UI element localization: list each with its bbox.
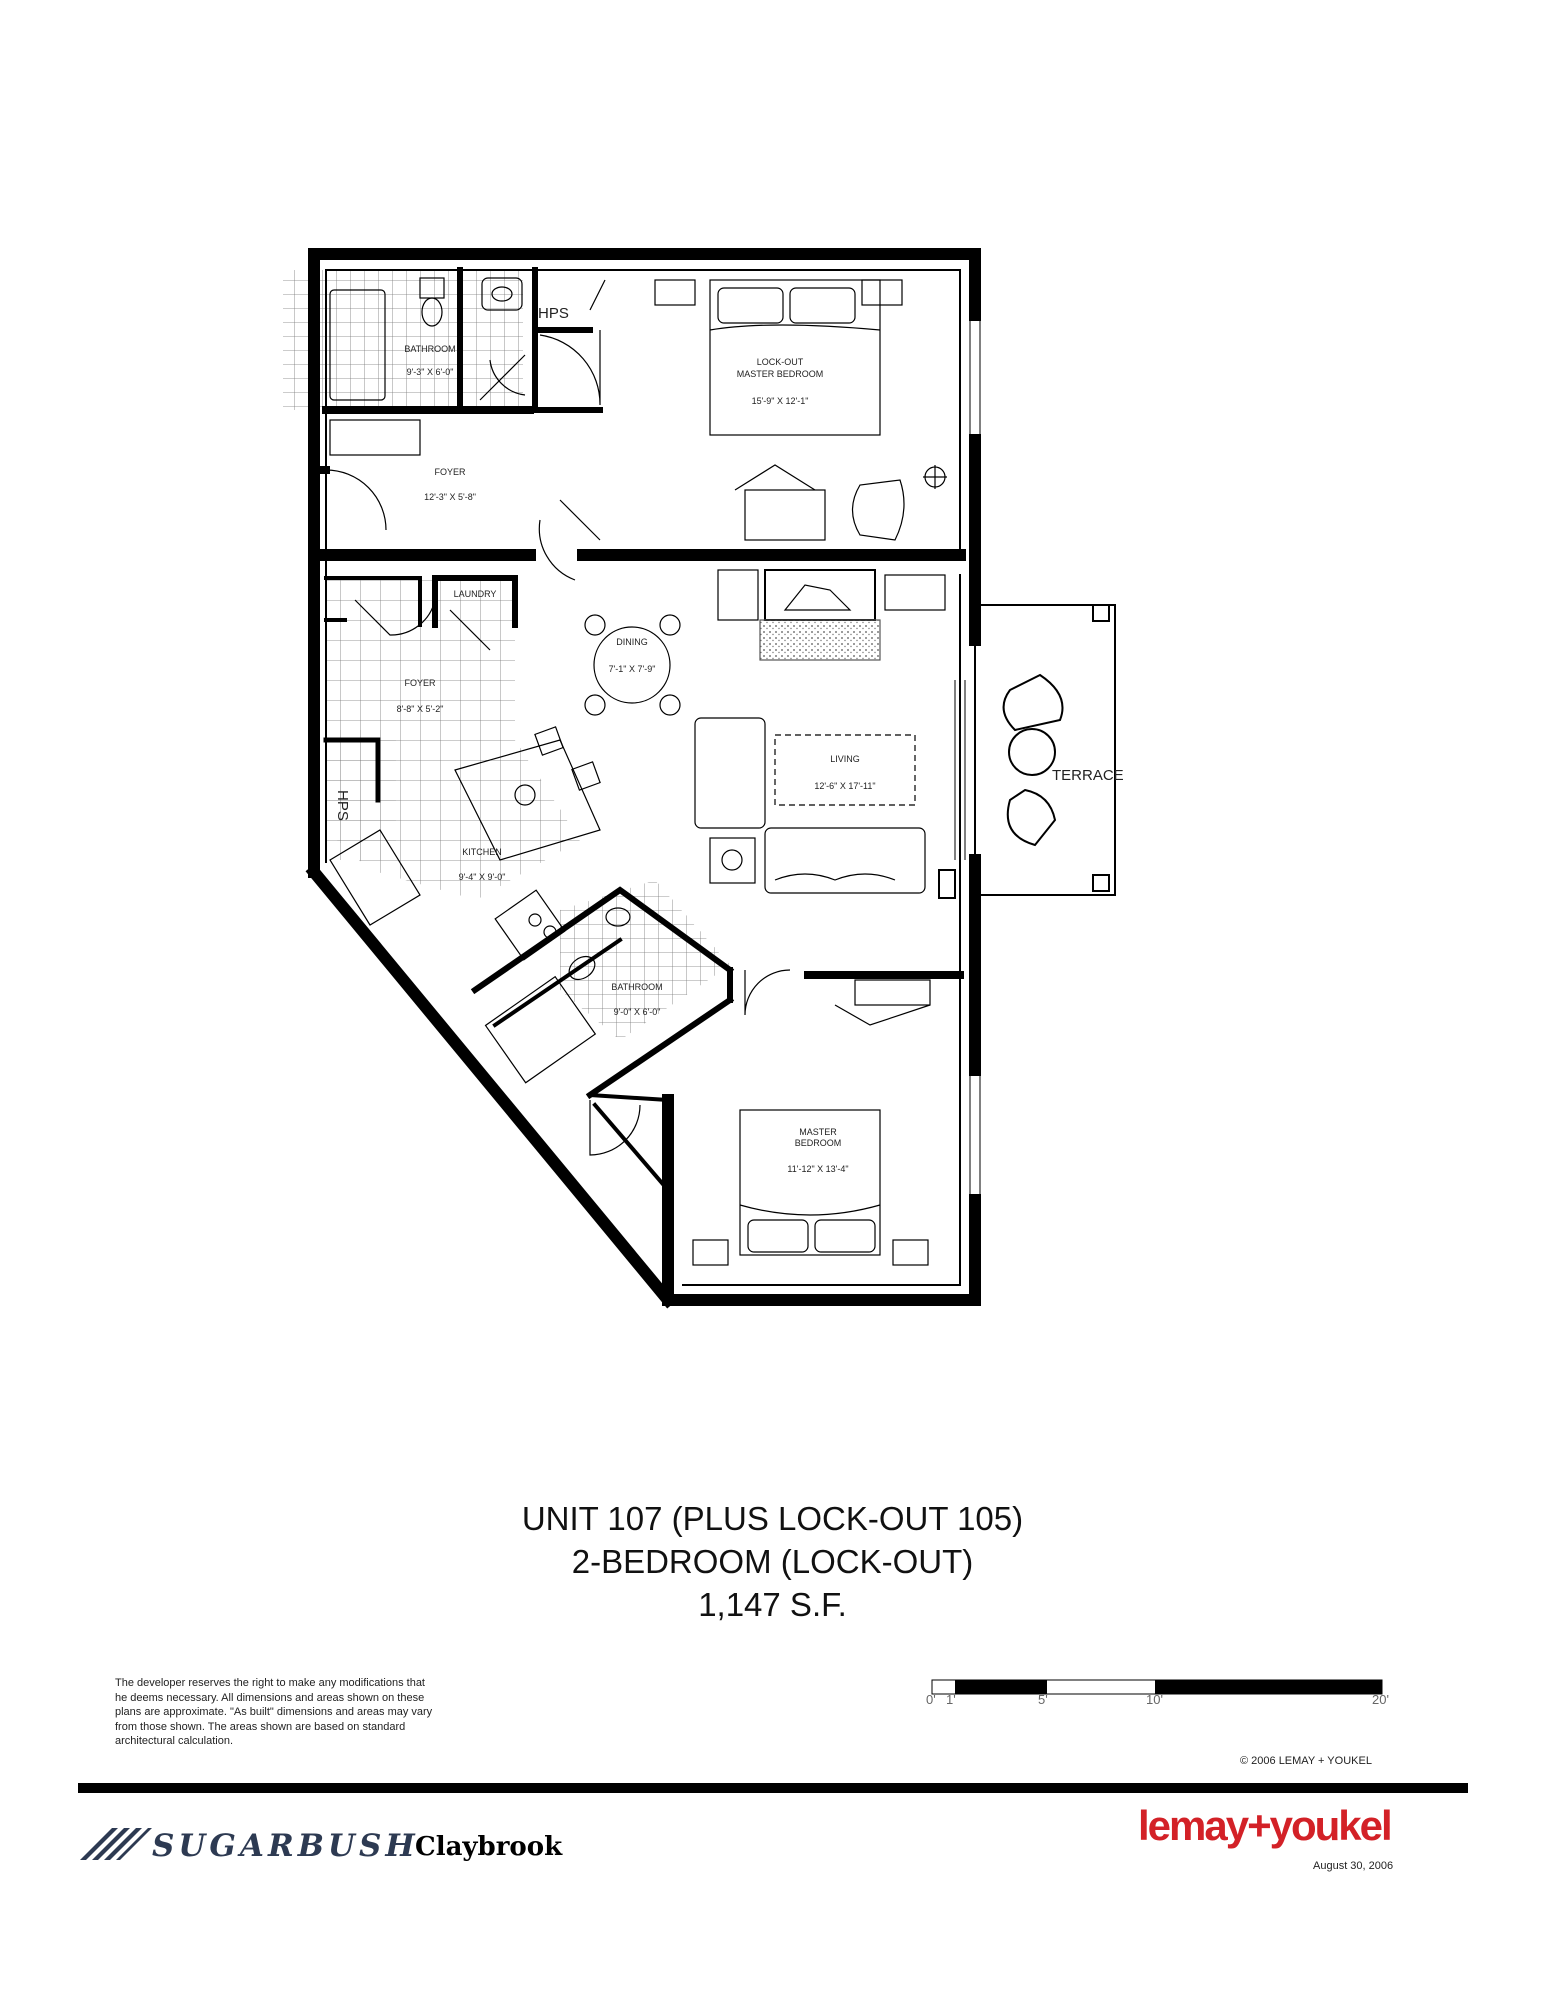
kitchen-dims: 9'-4" X 9'-0": [458, 872, 506, 882]
bathroom-lower-dims: 9'-0" X 6'-0": [613, 1007, 661, 1017]
unit-area: 1,147 S.F.: [698, 1586, 847, 1623]
kitchen-label: KITCHEN: [462, 847, 502, 857]
firm-logo: lemay+youkel: [1138, 1802, 1391, 1849]
dining-label: DINING: [616, 637, 648, 647]
laundry-label: LAUNDRY: [453, 589, 497, 599]
unit-title: UNIT 107 (PLUS LOCK-OUT 105): [521, 1500, 1024, 1537]
brand-wordmark: SUGARBUSH: [152, 1828, 419, 1864]
living-label: LIVING: [830, 754, 860, 764]
foyer-lower-dims: 8'-8" X 5'-2": [396, 704, 444, 714]
unit-type: 2-BEDROOM (LOCK-OUT): [571, 1543, 974, 1580]
disclaimer-text: The developer reserves the right to make any modifications that he deems necessary. All dimensions and areas shown on these plans are approximate. "As built" dimensions and areas may vary from those shown. The areas shown are based on standard architectural calculation.: [115, 1677, 433, 1747]
foyer-lower-label: FOYER: [404, 678, 436, 688]
hps-upper-label: HPS: [538, 305, 569, 322]
bathroom-upper-label: BATHROOM: [404, 344, 456, 354]
footer-rule: [78, 1783, 1468, 1793]
master-bedroom-dims: 11'-12" X 13'-4": [787, 1164, 849, 1174]
project-name: Claybrook: [415, 1832, 563, 1862]
terrace-label: TERRACE: [1052, 767, 1124, 784]
foyer-upper-label: FOYER: [434, 467, 466, 477]
bathroom-upper-dims: 9'-3" X 6'-0": [406, 367, 454, 377]
bathroom-lower-label: BATHROOM: [611, 982, 663, 992]
sugarbush-logo-icon: [80, 1828, 152, 1860]
scale-label-0: 0': [926, 1692, 936, 1707]
master-bedroom-label-1: MASTER: [799, 1127, 837, 1137]
master-bedroom-label-2: BEDROOM: [794, 1138, 842, 1148]
lockout-bedroom-dims: 15'-9" X 12'-1": [751, 396, 809, 406]
living-dims: 12'-6" X 17'-11": [814, 781, 876, 791]
lockout-bedroom-label-2: MASTER BEDROOM: [736, 369, 824, 379]
scale-label-10: 10': [1146, 1692, 1163, 1707]
dining-dims: 7'-1" X 7'-9": [608, 664, 656, 674]
scale-label-1: 1': [946, 1692, 956, 1707]
foyer-upper-dims: 12'-3" X 5'-8": [424, 492, 476, 502]
copyright: © 2006 LEMAY + YOUKEL: [1240, 1755, 1372, 1767]
scale-label-5: 5': [1038, 1692, 1048, 1707]
lockout-bedroom-label-1: LOCK-OUT: [756, 357, 804, 367]
plan-date: August 30, 2006: [1313, 1860, 1394, 1872]
hps-lower-label: HPS: [334, 790, 351, 821]
scale-label-20: 20': [1372, 1692, 1389, 1707]
